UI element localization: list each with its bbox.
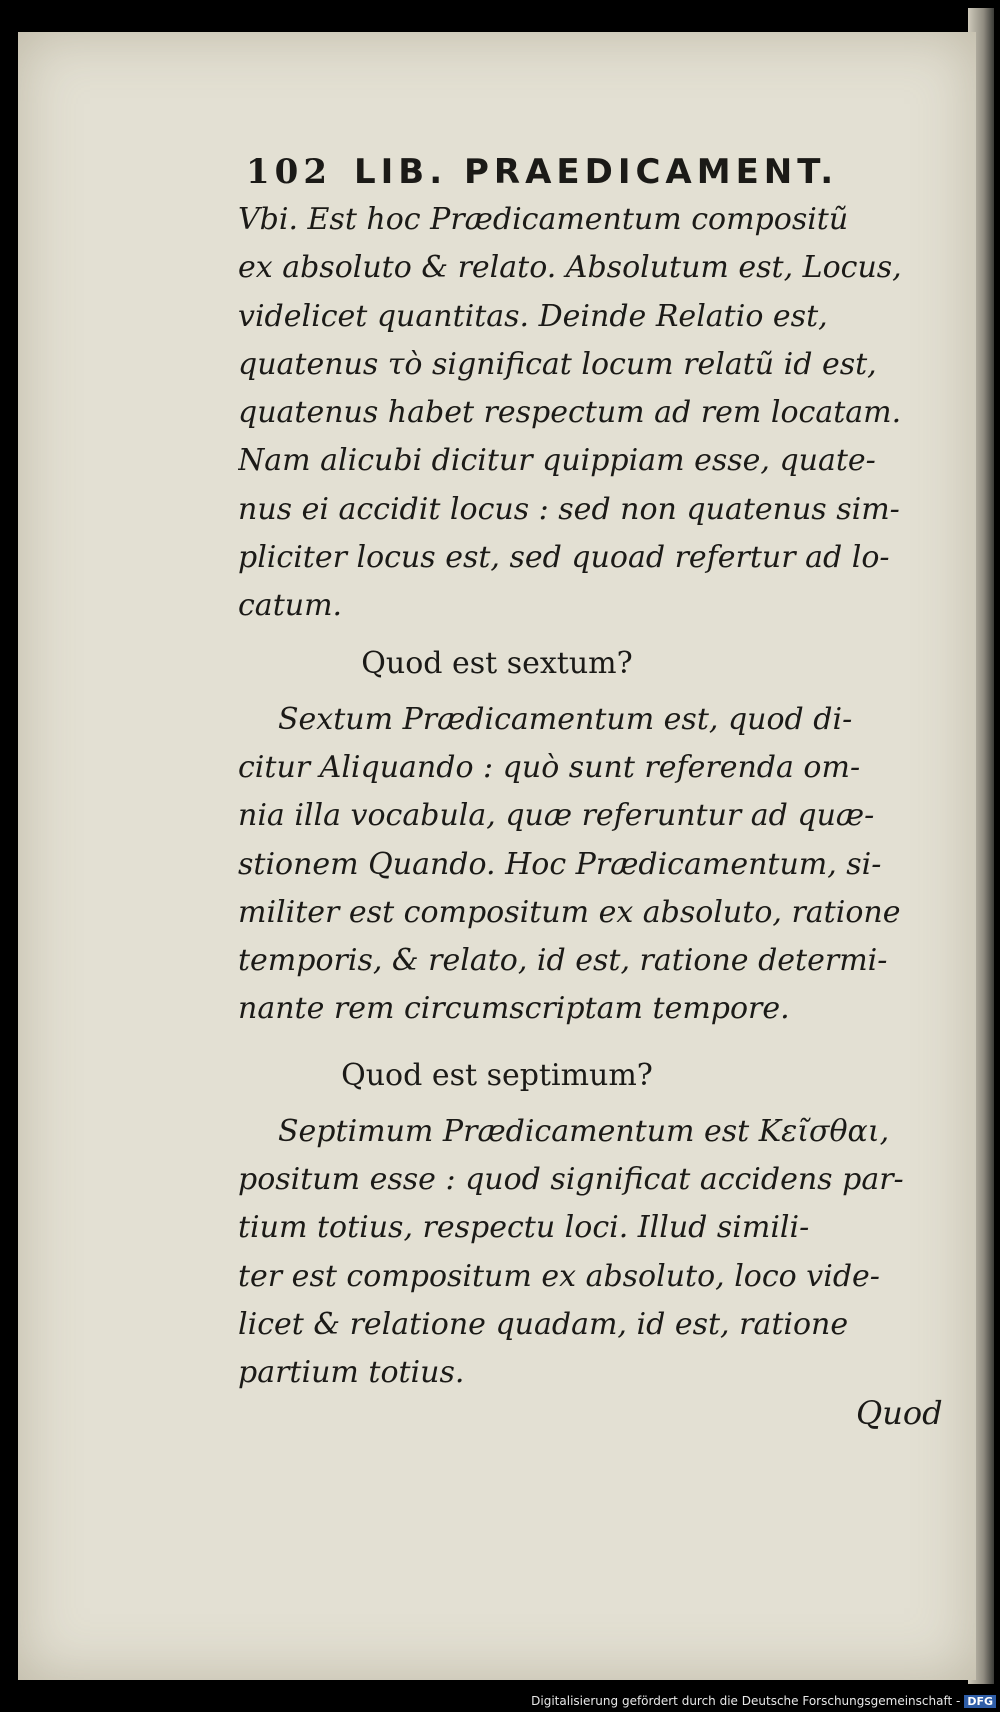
paragraph-sextum xyxy=(278,696,938,744)
text-line: Nam alicubi dicitur quippiam esse, quate- xyxy=(238,443,876,479)
paragraph-septimum-cont xyxy=(238,1156,938,1397)
text-line: Vbi. Est hoc Prædicamentum compositũ xyxy=(238,202,849,237)
credit-text: Digitalisierung gefördert durch die Deutsche Forschungsgemeinschaft - xyxy=(531,1694,961,1708)
running-header xyxy=(246,152,866,192)
text-line: Sextum Prædicamentum est, quod di- xyxy=(278,702,853,737)
text-line: licet & relatione quadam, id est, ratione xyxy=(238,1306,849,1342)
digitization-credit xyxy=(531,1694,996,1708)
text-line: nus ei accidit locus : sed non quatenus sim- xyxy=(238,491,900,527)
section-heading-sextum: Quod est sextum? xyxy=(361,646,633,681)
text-line: temporis, & relato, id est, ratione determi- xyxy=(238,943,888,979)
text-line: stionem Quando. Hoc Prædicamentum, si- xyxy=(238,846,882,882)
paragraph-ubi xyxy=(238,196,938,631)
text-line: quatenus habet respectum ad rem locatam. xyxy=(238,395,902,431)
text-line: catum. xyxy=(238,588,343,624)
catchword: Quod xyxy=(856,1394,943,1432)
text-line: tium totius, respectu loci. Illud simili- xyxy=(238,1210,810,1246)
text-line: militer est compositum ex absoluto, ratione xyxy=(238,894,901,930)
text-line: positum esse : quod significat accidens par- xyxy=(238,1162,904,1197)
text-line: videlicet quantitas. Deinde Relatio est, xyxy=(238,298,828,334)
section-heading-septimum: Quod est septimum? xyxy=(341,1058,653,1093)
page-number: 102 xyxy=(246,152,332,192)
text-line: nia illa vocabula, quæ referuntur ad quæ- xyxy=(238,798,875,834)
text-line: ex absoluto & relato. Absolutum est, Locus, xyxy=(238,250,902,286)
paragraph-sextum-cont xyxy=(238,744,938,1034)
text-line: ter est compositum ex absoluto, loco vide- xyxy=(238,1258,880,1294)
text-line: nante rem circumscriptam tempore. xyxy=(238,991,790,1027)
text-line: quatenus τὸ significat locum relatũ id est, xyxy=(238,346,877,382)
paragraph-septimum xyxy=(278,1108,938,1156)
text-line: partium totius. xyxy=(238,1355,465,1391)
running-title: LIB. PRAEDICAMENT. xyxy=(353,152,839,192)
text-line: citur Aliquando : quò sunt referenda om- xyxy=(238,750,861,785)
text-line: Septimum Prædicamentum est Κεῖσθαι, xyxy=(278,1114,890,1149)
text-line: pliciter locus est, sed quoad refertur ad lo- xyxy=(238,540,890,576)
dfg-logo: DFG xyxy=(964,1695,996,1708)
